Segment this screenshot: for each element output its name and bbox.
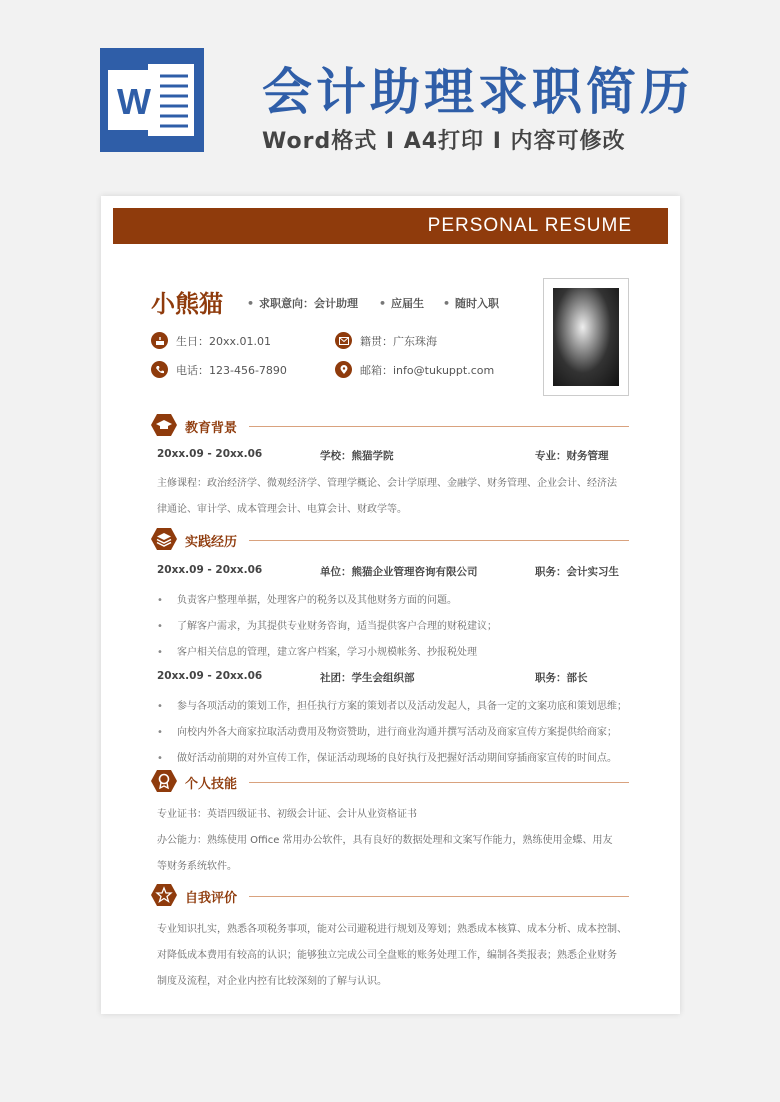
section-self-evaluation (151, 884, 629, 908)
job1-role: 职务：会计实习生 (535, 566, 619, 578)
section-divider (249, 426, 629, 427)
self-line-1: 专业知识扎实，熟悉各项税务事项，能对公司避税进行规划及筹划；熟悉成本核算、成本分析、成本控制、 (157, 924, 627, 935)
info-email: 邮箱：info@tukuppt.com (335, 361, 494, 378)
skills-line-3: 等财务系统软件。 (157, 861, 237, 872)
graduation-cap-icon (151, 414, 177, 436)
list-item: • 参与各项活动的策划工作，担任执行方案的策划者以及活动发起人，具备一定的文案功底和策划思维； (157, 697, 627, 712)
portrait-image (553, 288, 619, 386)
logo-letter: W (117, 81, 151, 122)
intent-status: • 应届生 (379, 295, 424, 311)
mail-icon (335, 332, 352, 349)
edu-courses-1: 主修课程：政治经济学、微观经济学、管理学概论、会计学原理、金融学、财务管理、企业会计、经济法 (157, 478, 617, 489)
info-hometown: 籍贯：广东珠海 (335, 332, 437, 349)
list-item: • 做好活动前期的对外宣传工作，保证活动现场的良好执行及把握好活动期间穿插商家宣传的时间点。 (157, 749, 617, 764)
edu-period: 20xx.09 - 20xx.06 (157, 448, 263, 460)
section-practice (151, 528, 629, 552)
resume-banner: PERSONAL RESUME (113, 208, 668, 244)
intent-position: • 求职意向：会计助理 (247, 295, 358, 311)
word-logo-icon (100, 48, 204, 152)
section-title: 教育背景 (185, 421, 238, 436)
info-phone: 电话：123-456-7890 (151, 361, 287, 378)
award-icon (151, 770, 177, 792)
skills-line-1: 专业证书：英语四级证书、初级会计证、会计从业资格证书 (157, 809, 417, 820)
job1-unit: 单位：熊猫企业管理咨询有限公司 (320, 566, 478, 578)
job2-role: 职务：部长 (535, 672, 588, 684)
section-divider (249, 540, 629, 541)
job2-unit: 社团：学生会组织部 (320, 672, 415, 684)
self-line-3: 制度及流程，对企业内控有比较深刻的了解与认识。 (157, 976, 387, 987)
cake-icon (151, 332, 168, 349)
resume-paper (101, 196, 680, 1014)
skills-line-2: 办公能力：熟练使用 Office 常用办公软件，具有良好的数据处理和文案写作能力，熟练使用金蝶、用友 (157, 835, 613, 846)
section-education (151, 414, 629, 438)
list-item: • 客户相关信息的管理，建立客户档案，学习小规模帐务、抄报税处理 (157, 643, 477, 658)
section-divider (249, 896, 629, 897)
list-item: • 了解客户需求，为其提供专业财务咨询，适当提供客户合理的财税建议； (157, 617, 497, 632)
edu-courses-2: 律通论、审计学、成本管理会计、电算会计、财政学等。 (157, 504, 407, 515)
section-title: 自我评价 (185, 891, 238, 906)
page-subtitle: Word格式 I A4打印 I 内容可修改 (262, 129, 626, 154)
job1-period: 20xx.09 - 20xx.06 (157, 564, 263, 576)
section-skills (151, 770, 629, 794)
list-item: • 负责客户整理单据，处理客户的税务以及其他财务方面的问题。 (157, 591, 457, 606)
edu-school: 学校：熊猫学院 (320, 450, 394, 462)
phone-icon (151, 361, 168, 378)
star-icon (151, 884, 177, 906)
edu-major: 专业：财务管理 (535, 450, 609, 462)
page-title: 会计助理求职简历 (262, 63, 694, 121)
profile-photo (543, 278, 629, 396)
job2-period: 20xx.09 - 20xx.06 (157, 670, 263, 682)
section-divider (249, 782, 629, 783)
info-birthday: 生日：20xx.01.01 (151, 332, 271, 349)
layers-icon (151, 528, 177, 550)
intent-availability: • 随时入职 (443, 295, 499, 311)
location-pin-icon (335, 361, 352, 378)
candidate-name: 小熊猫 (151, 290, 223, 318)
section-title: 实践经历 (185, 535, 238, 550)
section-title: 个人技能 (185, 777, 238, 792)
list-item: • 向校内外各大商家拉取活动费用及物资赞助，进行商业沟通并撰写活动及商家宣传方案提供给商家； (157, 723, 617, 738)
self-line-2: 对降低成本费用有较高的认识；能够独立完成公司全盘账的账务处理工作，编制各类报表；熟悉企业财务 (157, 950, 617, 961)
